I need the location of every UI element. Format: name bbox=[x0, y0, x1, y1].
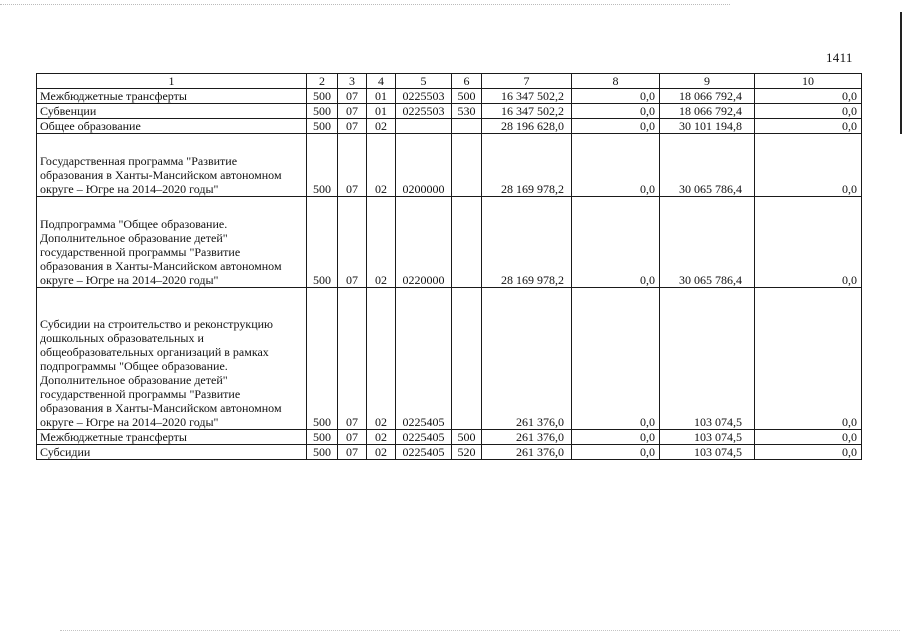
cell-target-article bbox=[396, 119, 452, 134]
cell-amount-8: 0,0 bbox=[572, 119, 660, 134]
row-name: Общее образование bbox=[37, 119, 307, 134]
column-header: 1 bbox=[37, 74, 307, 89]
cell-amount-9: 18 066 792,4 bbox=[660, 89, 755, 104]
column-header: 9 bbox=[660, 74, 755, 89]
scan-edge-line bbox=[900, 12, 902, 134]
cell-admin-code: 500 bbox=[307, 104, 338, 119]
row-name: Межбюджетные трансферты bbox=[37, 430, 307, 445]
cell-expense-type: 500 bbox=[452, 430, 482, 445]
row-name: Субсидии bbox=[37, 445, 307, 460]
row-name: Межбюджетные трансферты bbox=[37, 89, 307, 104]
cell-amount-8: 0,0 bbox=[572, 134, 660, 197]
cell-target-article: 0220000 bbox=[396, 197, 452, 288]
column-header: 5 bbox=[396, 74, 452, 89]
cell-admin-code: 500 bbox=[307, 445, 338, 460]
cell-amount-7: 28 169 978,2 bbox=[482, 134, 572, 197]
row-name: Государственная программа "Развитие образования в Ханты-Мансийском автономном округе – Югре на 2014–2020 годы" bbox=[37, 134, 307, 197]
cell-subsection: 02 bbox=[367, 119, 396, 134]
cell-expense-type: 530 bbox=[452, 104, 482, 119]
cell-expense-type: 520 bbox=[452, 445, 482, 460]
cell-subsection: 01 bbox=[367, 89, 396, 104]
cell-amount-7: 261 376,0 bbox=[482, 288, 572, 430]
cell-amount-7: 28 196 628,0 bbox=[482, 119, 572, 134]
column-header: 6 bbox=[452, 74, 482, 89]
table-row bbox=[37, 89, 862, 104]
cell-target-article: 0225405 bbox=[396, 445, 452, 460]
row-name: Субвенции bbox=[37, 104, 307, 119]
cell-admin-code: 500 bbox=[307, 119, 338, 134]
cell-amount-10: 0,0 bbox=[755, 197, 862, 288]
cell-expense-type: 500 bbox=[452, 89, 482, 104]
cell-amount-8: 0,0 bbox=[572, 445, 660, 460]
cell-amount-9: 103 074,5 bbox=[660, 430, 755, 445]
cell-amount-9: 103 074,5 bbox=[660, 288, 755, 430]
table-row bbox=[37, 197, 862, 288]
cell-target-article: 0225405 bbox=[396, 430, 452, 445]
cell-amount-8: 0,0 bbox=[572, 430, 660, 445]
cell-amount-8: 0,0 bbox=[572, 197, 660, 288]
cell-amount-10: 0,0 bbox=[755, 430, 862, 445]
cell-subsection: 02 bbox=[367, 445, 396, 460]
cell-section: 07 bbox=[338, 445, 367, 460]
scan-artifact-top bbox=[0, 4, 730, 5]
cell-amount-9: 30 101 194,8 bbox=[660, 119, 755, 134]
cell-section: 07 bbox=[338, 119, 367, 134]
cell-subsection: 02 bbox=[367, 197, 396, 288]
cell-admin-code: 500 bbox=[307, 89, 338, 104]
table-row bbox=[37, 119, 862, 134]
cell-target-article: 0225503 bbox=[396, 104, 452, 119]
cell-target-article: 0225405 bbox=[396, 288, 452, 430]
cell-amount-7: 28 169 978,2 bbox=[482, 197, 572, 288]
cell-amount-10: 0,0 bbox=[755, 134, 862, 197]
cell-amount-10: 0,0 bbox=[755, 445, 862, 460]
cell-subsection: 02 bbox=[367, 430, 396, 445]
cell-amount-8: 0,0 bbox=[572, 288, 660, 430]
cell-section: 07 bbox=[338, 134, 367, 197]
table-row bbox=[37, 288, 862, 430]
column-header: 8 bbox=[572, 74, 660, 89]
table-row bbox=[37, 134, 862, 197]
cell-amount-9: 30 065 786,4 bbox=[660, 197, 755, 288]
cell-amount-7: 261 376,0 bbox=[482, 430, 572, 445]
cell-amount-9: 18 066 792,4 bbox=[660, 104, 755, 119]
cell-expense-type bbox=[452, 119, 482, 134]
cell-amount-10: 0,0 bbox=[755, 119, 862, 134]
cell-amount-8: 0,0 bbox=[572, 104, 660, 119]
cell-expense-type bbox=[452, 197, 482, 288]
cell-subsection: 01 bbox=[367, 104, 396, 119]
cell-expense-type bbox=[452, 288, 482, 430]
cell-amount-10: 0,0 bbox=[755, 104, 862, 119]
cell-section: 07 bbox=[338, 197, 367, 288]
cell-admin-code: 500 bbox=[307, 134, 338, 197]
cell-amount-10: 0,0 bbox=[755, 89, 862, 104]
cell-admin-code: 500 bbox=[307, 430, 338, 445]
cell-section: 07 bbox=[338, 430, 367, 445]
cell-amount-7: 261 376,0 bbox=[482, 445, 572, 460]
cell-target-article: 0225503 bbox=[396, 89, 452, 104]
cell-admin-code: 500 bbox=[307, 197, 338, 288]
column-header: 2 bbox=[307, 74, 338, 89]
cell-amount-9: 30 065 786,4 bbox=[660, 134, 755, 197]
cell-target-article: 0200000 bbox=[396, 134, 452, 197]
cell-amount-7: 16 347 502,2 bbox=[482, 89, 572, 104]
page-number: 1411 bbox=[826, 50, 853, 65]
table-row bbox=[37, 430, 862, 445]
cell-amount-10: 0,0 bbox=[755, 288, 862, 430]
table-header-row bbox=[37, 74, 862, 89]
cell-amount-8: 0,0 bbox=[572, 89, 660, 104]
row-name: Субсидии на строительство и реконструкцию дошкольных образовательных и общеобразовательных организаций в рамках подпрограммы "Общее образование. Дополнительное образование детей" государственной программы "Развитие образования в Ханты-Мансийском автономном округе – Югре на 2014–2020 годы" bbox=[37, 288, 307, 430]
column-header: 7 bbox=[482, 74, 572, 89]
cell-section: 07 bbox=[338, 89, 367, 104]
cell-amount-9: 103 074,5 bbox=[660, 445, 755, 460]
column-header: 4 bbox=[367, 74, 396, 89]
column-header: 10 bbox=[755, 74, 862, 89]
cell-subsection: 02 bbox=[367, 288, 396, 430]
cell-expense-type bbox=[452, 134, 482, 197]
column-header: 3 bbox=[338, 74, 367, 89]
cell-section: 07 bbox=[338, 104, 367, 119]
cell-amount-7: 16 347 502,2 bbox=[482, 104, 572, 119]
row-name: Подпрограмма "Общее образование. Дополнительное образование детей" государственной программы "Развитие образования в Ханты-Мансийском автономном округе – Югре на 2014–2020 годы" bbox=[37, 197, 307, 288]
scan-artifact-bottom bbox=[60, 630, 900, 631]
table-row bbox=[37, 445, 862, 460]
budget-table bbox=[36, 73, 862, 460]
cell-subsection: 02 bbox=[367, 134, 396, 197]
cell-admin-code: 500 bbox=[307, 288, 338, 430]
table-row bbox=[37, 104, 862, 119]
cell-section: 07 bbox=[338, 288, 367, 430]
